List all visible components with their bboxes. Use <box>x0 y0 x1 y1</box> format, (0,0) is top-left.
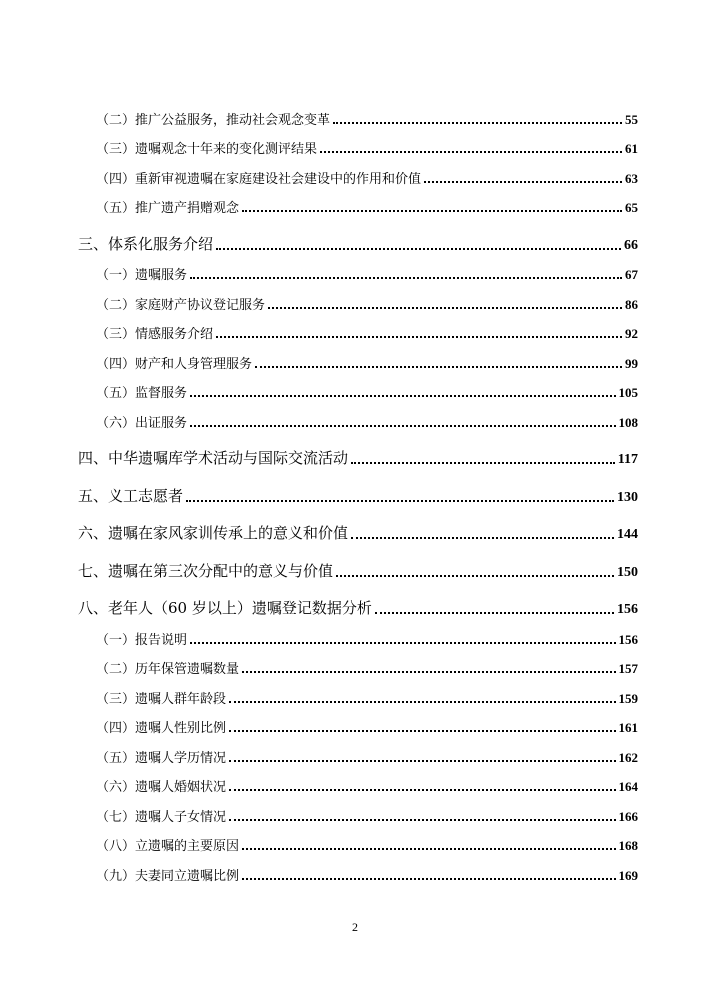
toc-entry-page: 157 <box>618 661 638 676</box>
dot-leader <box>190 395 615 397</box>
toc-entry-title: （二）推广公益服务，推动社会观念变革 <box>96 112 331 128</box>
toc-entry-page: 156 <box>617 602 638 617</box>
toc-entry-title: （五）推广遗产捐赠观念 <box>96 201 240 216</box>
toc-entry-title: （三）情感服务介绍 <box>96 327 214 342</box>
toc-entry-title: （六）出证服务 <box>96 415 188 431</box>
page-number: 2 <box>352 920 358 934</box>
toc-entry-page: 55 <box>625 111 638 127</box>
toc-entry-page: 156 <box>618 631 638 647</box>
toc-entry-title: （二）家庭财产协议登记服务 <box>96 297 266 313</box>
toc-entry[interactable] <box>78 854 638 884</box>
table-of-contents <box>78 98 638 884</box>
dot-leader <box>351 462 615 464</box>
toc-entry[interactable] <box>78 98 638 128</box>
toc-entry-page: 66 <box>624 237 638 253</box>
toc-entry-title: （四）遗嘱人性别比例 <box>96 721 227 736</box>
toc-entry-page: 164 <box>618 779 638 794</box>
toc-entry[interactable] <box>78 401 638 431</box>
toc-entry[interactable] <box>78 128 638 158</box>
dot-leader <box>190 277 622 279</box>
dot-leader <box>333 122 622 124</box>
toc-entry-page: 63 <box>625 170 638 186</box>
toc-entry-page: 159 <box>618 690 638 706</box>
toc-entry-page: 144 <box>617 527 638 542</box>
toc-entry-page: 150 <box>617 564 638 580</box>
toc-entry-page: 161 <box>618 720 638 735</box>
dot-leader <box>229 760 615 762</box>
toc-entry-title: （四）财产和人身管理服务 <box>96 356 253 372</box>
toc-entry-title: 四、中华遗嘱库学术活动与国际交流活动 <box>78 449 349 467</box>
dot-leader <box>229 701 615 703</box>
toc-entry[interactable] <box>78 506 638 544</box>
toc-entry-page: 92 <box>625 326 638 341</box>
dot-leader <box>320 151 622 153</box>
toc-entry-title: （一）报告说明 <box>96 632 188 648</box>
toc-entry-page: 166 <box>618 808 638 824</box>
toc-entry[interactable] <box>78 431 638 469</box>
toc-entry-title: （三）遗嘱观念十年来的变化测评结果 <box>96 142 318 157</box>
dot-leader <box>186 500 614 502</box>
toc-entry[interactable] <box>78 707 638 737</box>
toc-entry[interactable] <box>78 766 638 796</box>
toc-entry-title: 七、遗嘱在第三次分配中的意义与价值 <box>78 561 334 580</box>
dot-leader <box>255 366 622 368</box>
dot-leader <box>229 819 615 821</box>
toc-entry-page: 65 <box>625 200 638 215</box>
toc-entry-page: 86 <box>625 296 638 312</box>
dot-leader <box>216 336 622 338</box>
toc-entry-page: 162 <box>618 749 638 765</box>
dot-leader <box>190 642 615 644</box>
toc-entry[interactable] <box>78 313 638 343</box>
dot-leader <box>242 878 615 880</box>
toc-entry-title: （五）监督服务 <box>96 386 188 401</box>
toc-entry-title: （七）遗嘱人子女情况 <box>96 809 227 825</box>
toc-entry-title: （四）重新审视遗嘱在家庭建设社会建设中的作用和价值 <box>96 171 422 187</box>
toc-entry[interactable] <box>78 618 638 648</box>
toc-entry[interactable] <box>78 677 638 707</box>
toc-entry[interactable] <box>78 648 638 678</box>
dot-leader <box>216 248 621 250</box>
toc-entry-page: 130 <box>617 489 638 505</box>
toc-entry-title: （三）遗嘱人群年龄段 <box>96 691 227 707</box>
toc-entry-title: （八）立遗嘱的主要原因 <box>96 839 240 854</box>
toc-entry-page: 108 <box>618 414 638 430</box>
toc-entry-title: 八、老年人（60 岁以上）遗嘱登记数据分析 <box>78 599 372 617</box>
toc-entry-page: 67 <box>625 267 638 282</box>
dot-leader <box>424 181 622 183</box>
toc-entry[interactable] <box>78 372 638 402</box>
toc-entry[interactable] <box>78 254 638 284</box>
toc-entry-page: 117 <box>617 452 638 467</box>
toc-entry-title: （九）夫妻同立遗嘱比例 <box>96 868 240 884</box>
toc-entry-page: 61 <box>625 141 638 156</box>
toc-entry[interactable] <box>78 581 638 619</box>
dot-leader <box>351 537 614 539</box>
toc-entry[interactable] <box>78 825 638 855</box>
toc-entry[interactable] <box>78 157 638 187</box>
toc-entry-page: 169 <box>618 867 638 883</box>
dot-leader <box>229 730 615 732</box>
toc-entry[interactable] <box>78 736 638 766</box>
toc-entry[interactable] <box>78 468 638 506</box>
toc-entry[interactable] <box>78 342 638 372</box>
toc-entry-page: 168 <box>618 838 638 853</box>
dot-leader <box>242 671 615 673</box>
dot-leader <box>242 210 622 212</box>
toc-entry[interactable] <box>78 283 638 313</box>
dot-leader <box>190 425 615 427</box>
dot-leader <box>242 848 615 850</box>
dot-leader <box>229 789 615 791</box>
toc-entry-title: （五）遗嘱人学历情况 <box>96 750 227 766</box>
toc-entry-title: 三、体系化服务介绍 <box>78 234 214 253</box>
toc-entry-title: 六、遗嘱在家风家训传承上的意义和价值 <box>78 524 349 542</box>
toc-entry-title: （一）遗嘱服务 <box>96 268 188 283</box>
toc-entry-page: 105 <box>618 385 638 400</box>
toc-entry-title: （二）历年保管遗嘱数量 <box>96 662 240 677</box>
dot-leader <box>375 612 614 614</box>
toc-entry[interactable] <box>78 216 638 254</box>
toc-entry-page: 99 <box>625 355 638 371</box>
dot-leader <box>336 575 614 577</box>
toc-entry[interactable] <box>78 795 638 825</box>
toc-entry[interactable] <box>78 543 638 581</box>
toc-entry[interactable] <box>78 187 638 217</box>
toc-entry-title: （六）遗嘱人婚姻状况 <box>96 780 227 795</box>
toc-entry-title: 五、义工志愿者 <box>78 486 184 505</box>
dot-leader <box>268 307 622 309</box>
